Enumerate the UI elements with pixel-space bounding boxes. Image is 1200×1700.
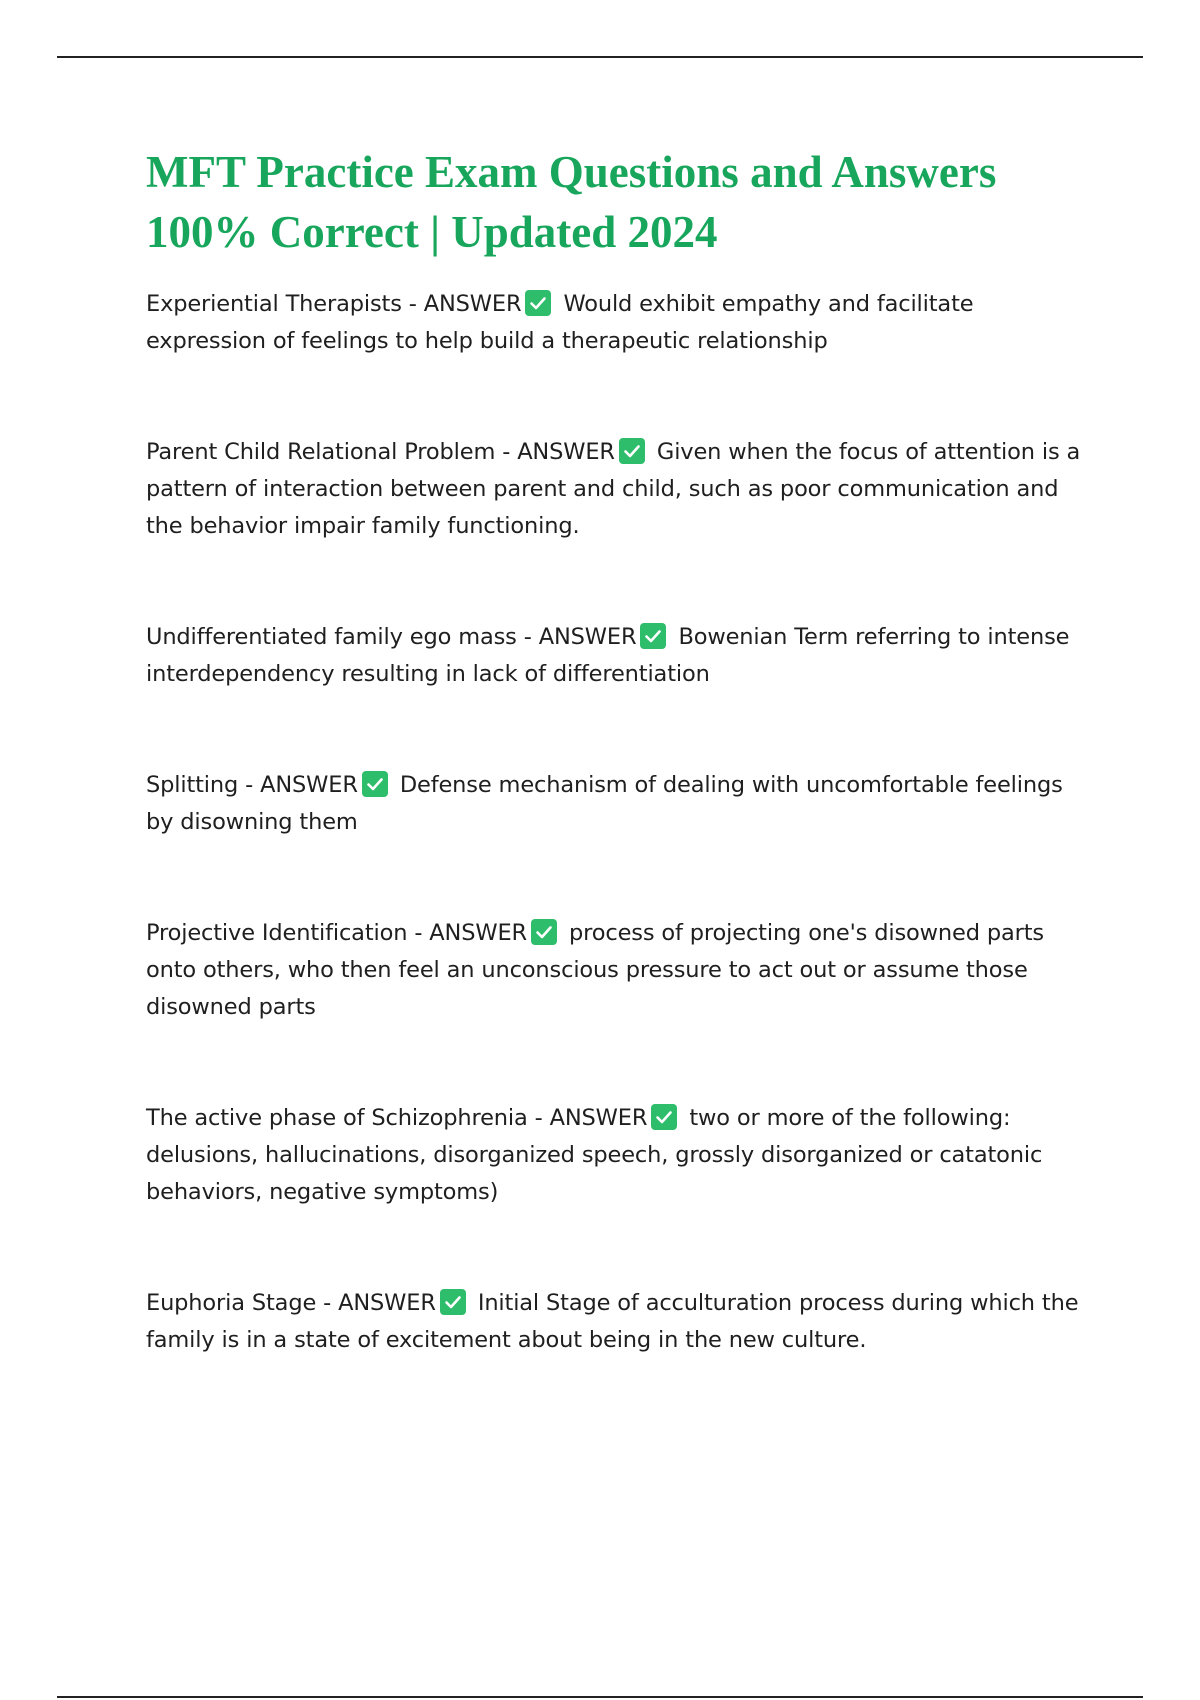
qa-list <box>146 286 1096 1359</box>
qa-answer: Would exhibit empathy and facilitate expression of feelings to help build a therapeutic relationship <box>146 291 974 354</box>
qa-item <box>146 434 1096 545</box>
check-mark-icon <box>640 623 666 649</box>
qa-answer: Initial Stage of acculturation process during which the family is in a state of excitement about being in the new culture. <box>146 1290 1079 1353</box>
check-mark-icon <box>531 919 557 945</box>
qa-term: Experiential Therapists - ANSWER <box>146 291 522 317</box>
qa-term: Splitting - ANSWER <box>146 772 358 798</box>
qa-answer: two or more of the following: delusions, hallucinations, disorganized speech, grossly disorganized or catatonic behaviors, negative symptoms) <box>146 1105 1043 1205</box>
check-mark-icon <box>651 1104 677 1130</box>
document-title: MFT Practice Exam Questions and Answers 100% Correct | Updated 2024 <box>146 147 997 257</box>
qa-answer: Given when the focus of attention is a pattern of interaction between parent and child, such as poor communication and the behavior impair family functioning. <box>146 439 1081 539</box>
qa-item <box>146 915 1096 1026</box>
qa-answer: Defense mechanism of dealing with uncomfortable feelings by disowning them <box>146 772 1063 835</box>
check-mark-icon <box>440 1289 466 1315</box>
qa-answer: process of projecting one's disowned parts onto others, who then feel an unconscious pressure to act out or assume those disowned parts <box>146 920 1044 1020</box>
top-divider <box>57 56 1143 58</box>
qa-item <box>146 286 1096 360</box>
qa-item <box>146 1100 1096 1211</box>
check-mark-icon <box>525 290 551 316</box>
qa-item <box>146 1285 1096 1359</box>
qa-item <box>146 767 1096 841</box>
qa-term: Euphoria Stage - ANSWER <box>146 1290 436 1316</box>
qa-answer: Bowenian Term referring to intense interdependency resulting in lack of differentiation <box>146 624 1070 687</box>
bottom-divider <box>57 1696 1143 1698</box>
check-mark-icon <box>619 438 645 464</box>
qa-term: Projective Identification - ANSWER <box>146 920 527 946</box>
qa-term: The active phase of Schizophrenia - ANSWER <box>146 1105 648 1131</box>
check-mark-icon <box>362 771 388 797</box>
qa-term: Parent Child Relational Problem - ANSWER <box>146 439 615 465</box>
document-body <box>146 142 1096 1433</box>
qa-term: Undifferentiated family ego mass - ANSWER <box>146 624 637 650</box>
qa-item <box>146 619 1096 693</box>
